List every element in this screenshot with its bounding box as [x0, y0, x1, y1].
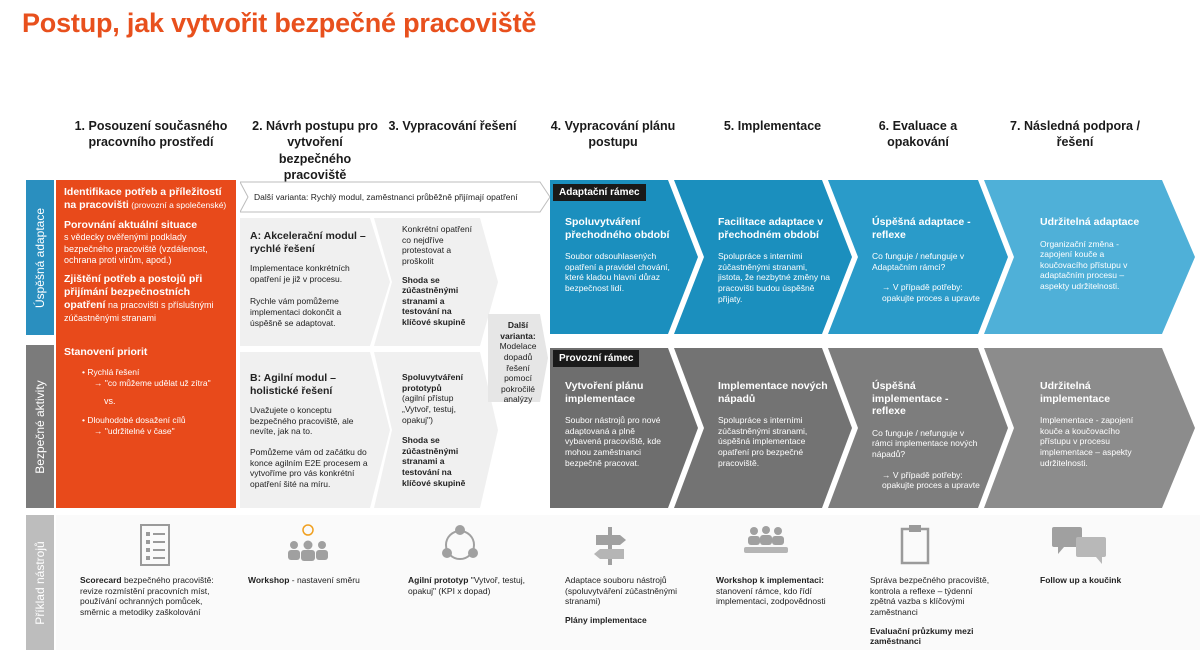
tool-2-text: Workshop - nastavení směru — [248, 575, 360, 585]
prov-step-1-title: Vytvoření plánu implementace — [565, 380, 644, 405]
variant-bar-text: Další varianta: Rychlý modul, zaměstnanci průběžně přijímají opatření — [254, 192, 518, 202]
design-area — [240, 180, 550, 508]
column-header-1: 1. Posouzení současného pracovního prostředí — [74, 119, 228, 150]
tool-7 — [1040, 515, 1170, 650]
tool-4 — [565, 515, 695, 650]
tool-3 — [408, 515, 528, 650]
assessment-b1-title: Identifikace potřeb a příležitostí na pracovišti — [64, 186, 222, 212]
assessment-b2-text: s vědecky ověřenými podklady bezpečného pracoviště (vzdálenost, ochrana proti virům, apod.) — [64, 232, 208, 265]
prov-step-4-title: Udržitelná implementace — [1040, 380, 1111, 405]
solution-a — [402, 224, 480, 328]
side-label-nastroje: Příklad nástrojů — [26, 515, 54, 650]
lane-label-adapt: Adaptační rámec — [553, 184, 646, 201]
solution-b-text1-sub: (agilní přístup „Vytvoř, testuj, opakuj") — [402, 393, 457, 425]
extra-variant-text: Modelace dopadů řešení pomocí pokročilé analýzy — [499, 341, 537, 405]
adapt-step-1 — [565, 216, 670, 294]
team-idea-icon — [284, 523, 332, 568]
prov-step-3-text2: → V případě potřeby: opakujte proces a upravte — [882, 469, 980, 491]
column-header-5: 5. Implementace — [723, 119, 822, 133]
solution-b-text1: Spoluvytváření prototypů — [402, 372, 463, 393]
assessment-b3-title: Zjištění potřeb a postojů při přijímání bezpečnostních opatření — [64, 273, 203, 312]
module-a-text2: Rychle vám pomůžeme implementaci dokončit a úspěšně se adaptovat. — [250, 296, 342, 328]
prov-step-3-text: Co funguje / nefunguje v rámci implementace nových nápadů? — [872, 427, 978, 460]
page-title: Postup, jak vytvořit bezpečné pracoviště — [22, 8, 537, 38]
prov-step-3 — [872, 380, 982, 491]
solution-b — [402, 372, 480, 488]
adapt-step-3-text2: → V případě potřeby: opakujte proces a upravte — [882, 282, 980, 304]
module-b-text2: Pomůžeme vám od začátku do konce agilním E2E procesem a vytvoříme pro vás konkrétní opatření šité na míru. — [250, 447, 368, 489]
assessment-block — [56, 180, 236, 508]
adapt-step-2 — [718, 216, 830, 304]
adapt-step-3 — [872, 216, 982, 304]
module-a-title: A: Akcelerační modul – rychlé řešení — [250, 230, 366, 255]
column-header-6: 6. Evaluace a opakování — [878, 119, 958, 150]
tool-6-extra: Evaluační průzkumy mezi zaměstnanci — [870, 625, 974, 647]
assessment-b2-title: Porovnání aktuální situace — [64, 219, 198, 232]
column-header-3: 3. Vypracování řešení — [388, 119, 517, 133]
adapt-step-4 — [1040, 216, 1150, 292]
signpost-icon — [592, 523, 628, 572]
assessment-b1-sub: (provozní a společenské) — [131, 200, 227, 211]
extra-variant — [494, 320, 542, 405]
tool-6-text: Správa bezpečného pracoviště, kontrola a reflexe – týdenní zpětná vazba s klíčovými zaměstnanci Evaluační průzkumy mezi zaměstnanci — [870, 575, 1000, 647]
prov-step-4-text: Implementace - zapojení kouče a koučovacího přístupu v procesu implementace – aspekty udržitelnosti. — [1040, 415, 1134, 468]
side-label-aktivity: Bezpečné aktivity — [26, 345, 54, 508]
prov-step-2-title: Implementace nových nápadů — [718, 380, 828, 405]
tool-7-text: Follow up a koučink — [1040, 575, 1122, 585]
solution-a-text1: Konkrétní opatření co nejdříve protestovat a proškolit — [402, 224, 472, 266]
prov-step-1 — [565, 380, 670, 468]
module-b — [250, 372, 368, 490]
extra-variant-title: Další varianta: — [500, 320, 536, 341]
module-a — [250, 230, 368, 328]
solution-b-text2: Shoda se zúčastněnými stranami a testování na klíčové skupině — [402, 435, 466, 488]
side-label-adaptace: Úspěšná adaptace — [26, 180, 54, 335]
prov-step-1-text: Soubor nástrojů pro nové adaptovaná a plně vybavená pracoviště, kde mohou zaměstnanci bezpečně pracovat. — [565, 415, 661, 468]
clipboard-icon — [899, 523, 931, 570]
adapt-step-3-title: Úspěšná adaptace - reflexe — [872, 216, 971, 241]
tool-4-extra: Plány implementace — [565, 614, 647, 625]
column-header-7: 7. Následná podpora / řešení — [1010, 119, 1140, 150]
cycle-icon — [438, 523, 482, 572]
assessment-b4-title: Stanovení priorit — [64, 345, 148, 358]
tool-2 — [248, 515, 383, 650]
adapt-step-4-text: Organizační změna - zapojení kouče a koučovacího přístupu v adaptačním procesu – aspekty udržitelnosti. — [1040, 238, 1128, 292]
prov-step-4 — [1040, 380, 1150, 468]
tool-5-text: Workshop k implementaci: stanovení rámce, kdo řídí implementaci, zodpovědnosti — [716, 575, 826, 607]
module-a-text1: Implementace konkrétních opatření je již v procesu. — [250, 263, 350, 284]
meeting-icon — [742, 523, 790, 568]
tool-3-text: Agilní prototyp "Vytvoř, testuj, opakuj" (KPI x dopad) — [408, 575, 525, 596]
tool-6 — [870, 515, 1000, 650]
prov-step-2-text: Spolupráce s interními zúčastněnými stranami, úspěšná implementace opatření pro bezpečné pracoviště. — [718, 415, 808, 468]
assessment-b4-item2-sub: → "udržitelné v čase" — [94, 426, 175, 436]
assessment-b3-text: na pracovišti s příslušnými zúčastněnými stranami — [64, 300, 214, 323]
adapt-step-4-title: Udržitelná adaptace — [1040, 216, 1140, 228]
tool-1-text: Scorecard bezpečného pracoviště: revize rozmístění pracovních míst, používání ochranných pomůcek, směrnic a metodiky zaškolování — [80, 575, 214, 617]
checklist-icon — [139, 523, 171, 572]
adapt-step-1-title: Spoluvytváření přechodného období — [565, 216, 670, 241]
prov-step-2 — [718, 380, 830, 468]
chat-icon — [1050, 523, 1110, 570]
adapt-step-2-title: Facilitace adaptace v přechodném období — [718, 216, 824, 241]
column-header-4: 4. Vypracování plánu postupu — [550, 119, 676, 150]
module-b-title: B: Agilní modul – holistické řešení — [250, 372, 336, 397]
tool-4-text: Adaptace souboru nástrojů (spoluvytváření zúčastněnými stranami) Plány implementace — [565, 575, 695, 626]
solution-a-text2: Shoda se zúčastněnými stranami a testování na klíčové skupině — [402, 274, 466, 327]
module-b-text1: Uvažujete o konceptu bezpečného pracoviště, ale nevíte, jak na to. — [250, 405, 354, 437]
assessment-b4-vs: vs. — [104, 396, 116, 407]
tool-5 — [716, 515, 841, 650]
lane-label-prov: Provozní rámec — [553, 350, 639, 367]
adapt-step-2-text: Spolupráce s interními zúčastněnými stranami, jistota, že nezbytné změny na pracovišti budou úspěšně přijaty. — [718, 251, 830, 304]
assessment-b4-item1-sub: → "co můžeme udělat už zítra" — [94, 377, 211, 388]
tool-1 — [80, 515, 230, 650]
adapt-step-1-text: Soubor odsouhlasených opatření a pravidel chování, které kladou hlavní důraz bezpečnost lidí. — [565, 251, 670, 294]
column-header-2: 2. Návrh postupu pro vytvoření bezpečného pracoviště — [252, 119, 378, 182]
assessment-b4-item2: • Dlouhodobé dosažení cílů — [82, 415, 186, 426]
prov-step-3-title: Úspěšná implementace - reflexe — [872, 380, 949, 418]
adapt-step-3-text: Co funguje / nefunguje v Adaptačním rámci? — [872, 251, 965, 272]
assessment-b4-item1: • Rychlá řešení — [82, 366, 140, 377]
